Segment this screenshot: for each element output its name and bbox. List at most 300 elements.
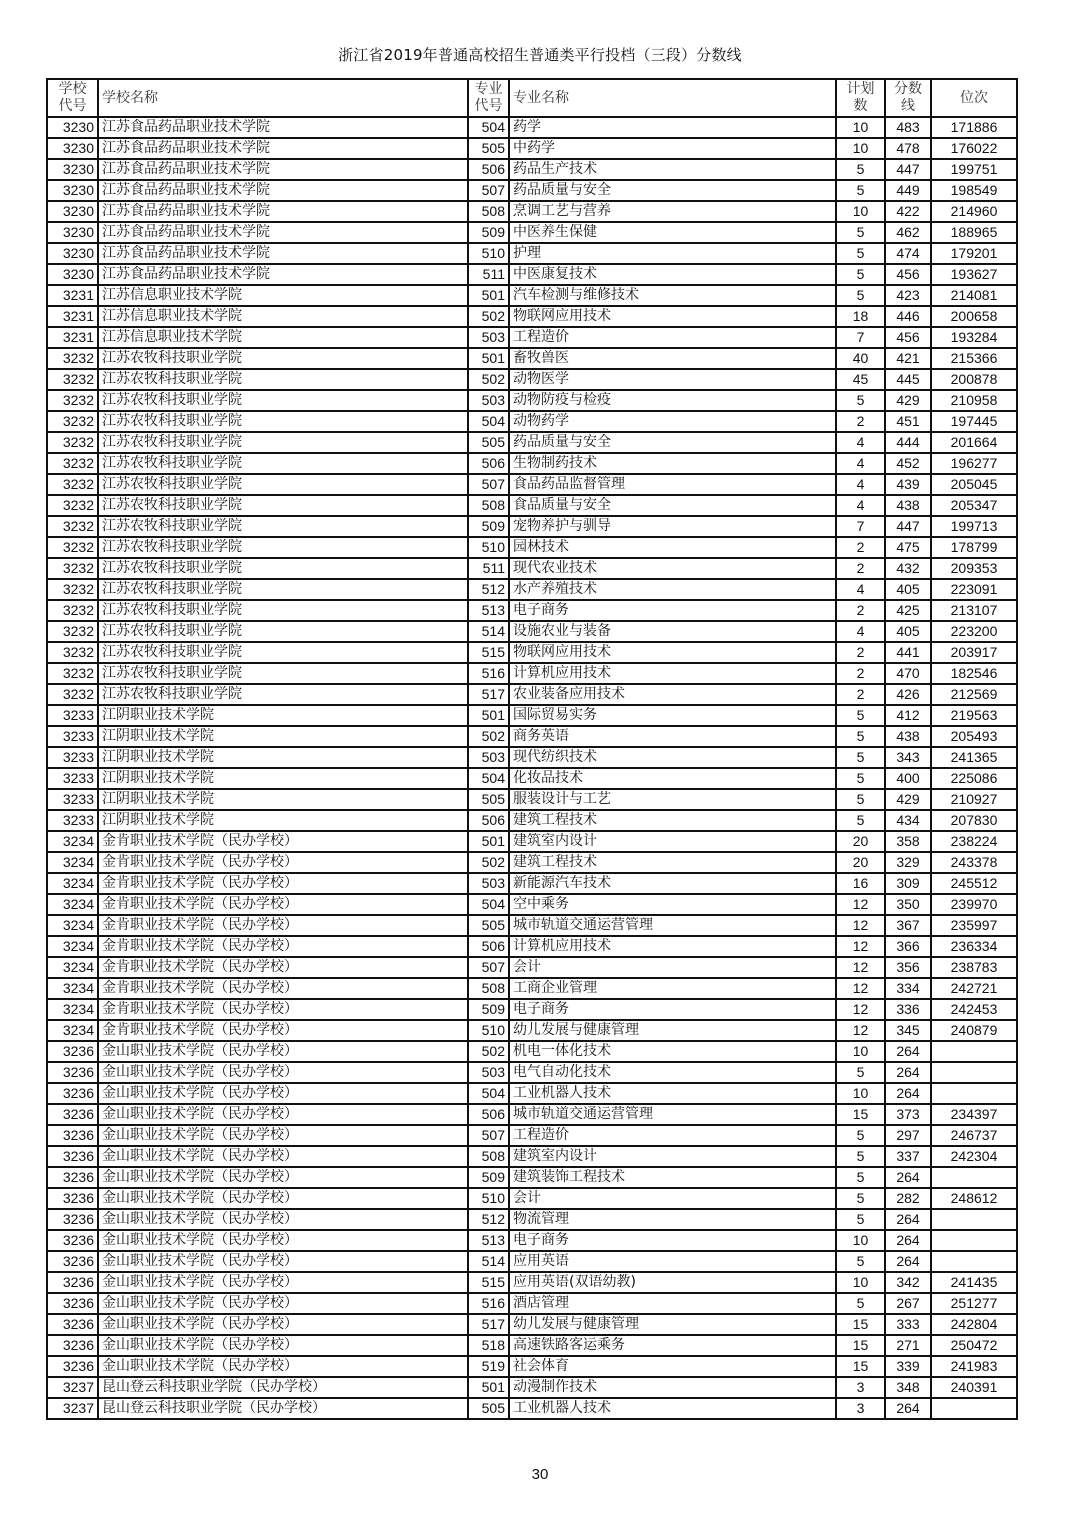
score-cell: 446	[885, 306, 931, 327]
rank-cell: 199751	[931, 159, 1017, 180]
rank-cell: 188965	[931, 222, 1017, 243]
major-code-cell: 514	[468, 621, 509, 642]
major-name-cell: 园林技术	[509, 537, 836, 558]
plan-cell: 15	[836, 1335, 885, 1356]
score-cell: 451	[885, 411, 931, 432]
school-name-cell: 金山职业技术学院（民办学校）	[98, 1146, 468, 1167]
rank-cell: 201664	[931, 432, 1017, 453]
school-name-cell: 江苏食品药品职业技术学院	[98, 222, 468, 243]
major-name-cell: 现代纺织技术	[509, 747, 836, 768]
rank-cell: 238783	[931, 957, 1017, 978]
major-name-cell: 药品质量与安全	[509, 180, 836, 201]
score-cell: 441	[885, 642, 931, 663]
rank-cell: 198549	[931, 180, 1017, 201]
major-name-cell: 服装设计与工艺	[509, 789, 836, 810]
table-row	[47, 1398, 1017, 1419]
school-code-cell: 3236	[47, 1041, 98, 1062]
school-code-cell: 3234	[47, 915, 98, 936]
table-row	[47, 1293, 1017, 1314]
school-code-cell: 3232	[47, 369, 98, 390]
plan-cell: 20	[836, 831, 885, 852]
table-row	[47, 159, 1017, 180]
school-name-cell: 江苏农牧科技职业学院	[98, 684, 468, 705]
school-name-cell: 金肯职业技术学院（民办学校）	[98, 978, 468, 999]
table-row	[47, 1272, 1017, 1293]
major-name-cell: 药学	[509, 117, 836, 138]
rank-cell	[931, 1041, 1017, 1062]
school-code-cell: 3231	[47, 285, 98, 306]
table-row	[47, 915, 1017, 936]
school-name-cell: 江苏农牧科技职业学院	[98, 663, 468, 684]
rank-cell: 223200	[931, 621, 1017, 642]
score-cell: 444	[885, 432, 931, 453]
school-code-cell: 3232	[47, 495, 98, 516]
table-row	[47, 957, 1017, 978]
plan-cell: 5	[836, 810, 885, 831]
plan-cell: 12	[836, 999, 885, 1020]
table-row	[47, 1188, 1017, 1209]
rank-cell: 176022	[931, 138, 1017, 159]
plan-cell: 4	[836, 495, 885, 516]
school-name-cell: 金山职业技术学院（民办学校）	[98, 1104, 468, 1125]
major-name-cell: 应用英语(双语幼教)	[509, 1272, 836, 1293]
table-row	[47, 1251, 1017, 1272]
major-name-cell: 建筑装饰工程技术	[509, 1167, 836, 1188]
school-name-cell: 金山职业技术学院（民办学校）	[98, 1041, 468, 1062]
school-name-cell: 江苏农牧科技职业学院	[98, 390, 468, 411]
plan-cell: 5	[836, 1146, 885, 1167]
school-name-cell: 江苏农牧科技职业学院	[98, 621, 468, 642]
table-row	[47, 1062, 1017, 1083]
major-code-cell: 512	[468, 1209, 509, 1230]
plan-cell: 5	[836, 1209, 885, 1230]
school-name-cell: 江阴职业技术学院	[98, 726, 468, 747]
score-cell: 412	[885, 705, 931, 726]
rank-cell: 193284	[931, 327, 1017, 348]
score-cell: 358	[885, 831, 931, 852]
school-code-cell: 3233	[47, 726, 98, 747]
school-code-cell: 3236	[47, 1272, 98, 1293]
rank-cell	[931, 1230, 1017, 1251]
major-code-cell: 509	[468, 999, 509, 1020]
plan-cell: 4	[836, 474, 885, 495]
school-name-cell: 江苏农牧科技职业学院	[98, 537, 468, 558]
plan-cell: 5	[836, 159, 885, 180]
page-title: 浙江省2019年普通高校招生普通类平行投档（三段）分数线	[338, 46, 742, 64]
plan-cell: 7	[836, 327, 885, 348]
plan-cell: 4	[836, 432, 885, 453]
plan-cell: 2	[836, 642, 885, 663]
school-code-cell: 3232	[47, 474, 98, 495]
major-name-cell: 建筑工程技术	[509, 810, 836, 831]
plan-cell: 5	[836, 705, 885, 726]
rank-cell: 238224	[931, 831, 1017, 852]
major-name-cell: 新能源汽车技术	[509, 873, 836, 894]
major-code-cell: 503	[468, 327, 509, 348]
table-row	[47, 579, 1017, 600]
score-cell: 429	[885, 390, 931, 411]
rank-cell: 242721	[931, 978, 1017, 999]
school-name-cell: 金山职业技术学院（民办学校）	[98, 1356, 468, 1377]
table-row	[47, 285, 1017, 306]
school-name-cell: 金山职业技术学院（民办学校）	[98, 1209, 468, 1230]
plan-cell: 12	[836, 915, 885, 936]
rank-cell	[931, 1062, 1017, 1083]
table-row	[47, 810, 1017, 831]
major-name-cell: 畜牧兽医	[509, 348, 836, 369]
school-code-cell: 3230	[47, 180, 98, 201]
plan-cell: 15	[836, 1104, 885, 1125]
major-code-cell: 516	[468, 1293, 509, 1314]
school-name-cell: 金山职业技术学院（民办学校）	[98, 1314, 468, 1335]
major-code-cell: 505	[468, 915, 509, 936]
rank-cell: 171886	[931, 117, 1017, 138]
major-code-cell: 503	[468, 747, 509, 768]
table-row	[47, 138, 1017, 159]
school-name-cell: 金山职业技术学院（民办学校）	[98, 1230, 468, 1251]
rank-cell: 241365	[931, 747, 1017, 768]
score-cell: 264	[885, 1083, 931, 1104]
plan-cell: 12	[836, 957, 885, 978]
plan-cell: 5	[836, 789, 885, 810]
school-code-cell: 3236	[47, 1146, 98, 1167]
major-code-cell: 510	[468, 1020, 509, 1041]
score-cell: 422	[885, 201, 931, 222]
score-table	[46, 78, 1018, 1420]
score-cell: 438	[885, 495, 931, 516]
table-row	[47, 327, 1017, 348]
plan-cell: 5	[836, 180, 885, 201]
rank-cell: 200878	[931, 369, 1017, 390]
school-code-cell: 3236	[47, 1314, 98, 1335]
major-name-cell: 电子商务	[509, 999, 836, 1020]
school-code-cell: 3230	[47, 117, 98, 138]
plan-cell: 10	[836, 1083, 885, 1104]
plan-cell: 10	[836, 201, 885, 222]
table-row	[47, 1230, 1017, 1251]
school-name-cell: 江苏食品药品职业技术学院	[98, 243, 468, 264]
rank-cell: 205347	[931, 495, 1017, 516]
major-name-cell: 工业机器人技术	[509, 1398, 836, 1419]
major-code-cell: 509	[468, 1167, 509, 1188]
school-name-cell: 江苏食品药品职业技术学院	[98, 159, 468, 180]
school-name-cell: 金山职业技术学院（民办学校）	[98, 1125, 468, 1146]
rank-cell: 240391	[931, 1377, 1017, 1398]
rank-cell	[931, 1167, 1017, 1188]
rank-cell: 246737	[931, 1125, 1017, 1146]
plan-cell: 3	[836, 1377, 885, 1398]
plan-cell: 5	[836, 1167, 885, 1188]
school-code-cell: 3236	[47, 1083, 98, 1104]
plan-cell: 15	[836, 1314, 885, 1335]
school-code-cell: 3236	[47, 1251, 98, 1272]
rank-cell: 193627	[931, 264, 1017, 285]
plan-cell: 5	[836, 243, 885, 264]
school-name-cell: 江苏农牧科技职业学院	[98, 600, 468, 621]
major-name-cell: 物流管理	[509, 1209, 836, 1230]
score-cell: 405	[885, 579, 931, 600]
major-name-cell: 工程造价	[509, 1125, 836, 1146]
score-cell: 447	[885, 159, 931, 180]
plan-cell: 2	[836, 663, 885, 684]
school-code-cell: 3232	[47, 579, 98, 600]
table-row	[47, 390, 1017, 411]
rank-cell: 205045	[931, 474, 1017, 495]
school-name-cell: 江苏信息职业技术学院	[98, 306, 468, 327]
score-cell: 345	[885, 1020, 931, 1041]
school-code-cell: 3233	[47, 705, 98, 726]
major-code-cell: 507	[468, 474, 509, 495]
school-name-cell: 金肯职业技术学院（民办学校）	[98, 831, 468, 852]
major-name-cell: 工业机器人技术	[509, 1083, 836, 1104]
school-name-cell: 江苏食品药品职业技术学院	[98, 201, 468, 222]
school-code-cell: 3231	[47, 327, 98, 348]
rank-cell: 245512	[931, 873, 1017, 894]
school-code-cell: 3230	[47, 201, 98, 222]
table-row	[47, 537, 1017, 558]
table-row	[47, 831, 1017, 852]
school-code-cell: 3232	[47, 453, 98, 474]
table-row	[47, 1125, 1017, 1146]
school-code-cell: 3234	[47, 999, 98, 1020]
major-name-cell: 高速铁路客运乘务	[509, 1335, 836, 1356]
plan-cell: 5	[836, 1293, 885, 1314]
major-code-cell: 511	[468, 558, 509, 579]
rank-cell: 214081	[931, 285, 1017, 306]
table-row	[47, 978, 1017, 999]
header-school-name: 学校名称	[98, 79, 468, 117]
major-code-cell: 508	[468, 978, 509, 999]
rank-cell: 250472	[931, 1335, 1017, 1356]
major-code-cell: 502	[468, 369, 509, 390]
table-row	[47, 180, 1017, 201]
score-cell: 343	[885, 747, 931, 768]
table-row	[47, 1314, 1017, 1335]
major-code-cell: 506	[468, 159, 509, 180]
major-code-cell: 504	[468, 768, 509, 789]
school-code-cell: 3234	[47, 831, 98, 852]
major-code-cell: 511	[468, 264, 509, 285]
school-code-cell: 3233	[47, 810, 98, 831]
school-name-cell: 江苏食品药品职业技术学院	[98, 180, 468, 201]
major-code-cell: 505	[468, 138, 509, 159]
school-code-cell: 3230	[47, 264, 98, 285]
school-code-cell: 3237	[47, 1398, 98, 1419]
plan-cell: 12	[836, 1020, 885, 1041]
school-name-cell: 江苏食品药品职业技术学院	[98, 117, 468, 138]
major-name-cell: 动漫制作技术	[509, 1377, 836, 1398]
table-row	[47, 516, 1017, 537]
plan-cell: 18	[836, 306, 885, 327]
score-cell: 264	[885, 1041, 931, 1062]
major-code-cell: 505	[468, 1398, 509, 1419]
school-name-cell: 江苏食品药品职业技术学院	[98, 264, 468, 285]
rank-cell: 241435	[931, 1272, 1017, 1293]
school-code-cell: 3236	[47, 1062, 98, 1083]
table-row	[47, 768, 1017, 789]
score-cell: 264	[885, 1062, 931, 1083]
table-row	[47, 201, 1017, 222]
school-code-cell: 3234	[47, 852, 98, 873]
score-cell: 337	[885, 1146, 931, 1167]
major-name-cell: 电子商务	[509, 1230, 836, 1251]
score-cell: 445	[885, 369, 931, 390]
major-code-cell: 515	[468, 1272, 509, 1293]
score-cell: 400	[885, 768, 931, 789]
school-code-cell: 3232	[47, 600, 98, 621]
score-cell: 462	[885, 222, 931, 243]
major-name-cell: 水产养殖技术	[509, 579, 836, 600]
rank-cell: 210958	[931, 390, 1017, 411]
major-code-cell: 506	[468, 936, 509, 957]
rank-cell: 210927	[931, 789, 1017, 810]
rank-cell: 205493	[931, 726, 1017, 747]
school-code-cell: 3232	[47, 348, 98, 369]
plan-cell: 5	[836, 1188, 885, 1209]
major-name-cell: 设施农业与装备	[509, 621, 836, 642]
school-code-cell: 3230	[47, 138, 98, 159]
school-name-cell: 江苏农牧科技职业学院	[98, 495, 468, 516]
major-code-cell: 504	[468, 894, 509, 915]
school-code-cell: 3232	[47, 516, 98, 537]
plan-cell: 40	[836, 348, 885, 369]
table-row	[47, 999, 1017, 1020]
major-name-cell: 建筑室内设计	[509, 1146, 836, 1167]
major-name-cell: 动物药学	[509, 411, 836, 432]
rank-cell: 219563	[931, 705, 1017, 726]
major-code-cell: 518	[468, 1335, 509, 1356]
major-code-cell: 501	[468, 705, 509, 726]
rank-cell: 200658	[931, 306, 1017, 327]
major-code-cell: 507	[468, 1125, 509, 1146]
major-name-cell: 城市轨道交通运营管理	[509, 1104, 836, 1125]
major-name-cell: 应用英语	[509, 1251, 836, 1272]
plan-cell: 12	[836, 936, 885, 957]
plan-cell: 5	[836, 726, 885, 747]
school-name-cell: 金肯职业技术学院（民办学校）	[98, 873, 468, 894]
table-row	[47, 1104, 1017, 1125]
plan-cell: 5	[836, 747, 885, 768]
major-name-cell: 药品生产技术	[509, 159, 836, 180]
table-row	[47, 369, 1017, 390]
major-name-cell: 护理	[509, 243, 836, 264]
table-row	[47, 621, 1017, 642]
table-row	[47, 222, 1017, 243]
table-row	[47, 348, 1017, 369]
rank-cell: 236334	[931, 936, 1017, 957]
school-code-cell: 3236	[47, 1104, 98, 1125]
major-code-cell: 515	[468, 642, 509, 663]
score-cell: 470	[885, 663, 931, 684]
table-row	[47, 474, 1017, 495]
school-code-cell: 3236	[47, 1188, 98, 1209]
major-name-cell: 化妆品技术	[509, 768, 836, 789]
school-name-cell: 江苏农牧科技职业学院	[98, 474, 468, 495]
major-name-cell: 烹调工艺与营养	[509, 201, 836, 222]
rank-cell: 213107	[931, 600, 1017, 621]
major-name-cell: 会计	[509, 1188, 836, 1209]
school-code-cell: 3234	[47, 873, 98, 894]
rank-cell	[931, 1251, 1017, 1272]
school-code-cell: 3232	[47, 390, 98, 411]
rank-cell: 179201	[931, 243, 1017, 264]
rank-cell	[931, 1083, 1017, 1104]
table-body	[47, 117, 1017, 1419]
table-row	[47, 117, 1017, 138]
school-name-cell: 江苏食品药品职业技术学院	[98, 138, 468, 159]
plan-cell: 10	[836, 138, 885, 159]
major-code-cell: 501	[468, 285, 509, 306]
major-code-cell: 505	[468, 789, 509, 810]
rank-cell: 243378	[931, 852, 1017, 873]
major-name-cell: 食品药品监督管理	[509, 474, 836, 495]
score-cell: 350	[885, 894, 931, 915]
school-code-cell: 3233	[47, 789, 98, 810]
score-cell: 334	[885, 978, 931, 999]
rank-cell: 209353	[931, 558, 1017, 579]
score-cell: 264	[885, 1167, 931, 1188]
rank-cell: 199713	[931, 516, 1017, 537]
table-row	[47, 1167, 1017, 1188]
rank-cell: 240879	[931, 1020, 1017, 1041]
school-name-cell: 金肯职业技术学院（民办学校）	[98, 999, 468, 1020]
table-row	[47, 432, 1017, 453]
major-code-cell: 501	[468, 348, 509, 369]
score-cell: 264	[885, 1230, 931, 1251]
major-name-cell: 动物防疫与检疫	[509, 390, 836, 411]
school-code-cell: 3236	[47, 1125, 98, 1146]
table-row	[47, 1356, 1017, 1377]
major-code-cell: 502	[468, 1041, 509, 1062]
table-row	[47, 726, 1017, 747]
score-cell: 405	[885, 621, 931, 642]
major-name-cell: 幼儿发展与健康管理	[509, 1020, 836, 1041]
school-name-cell: 金山职业技术学院（民办学校）	[98, 1272, 468, 1293]
major-name-cell: 电子商务	[509, 600, 836, 621]
plan-cell: 5	[836, 1251, 885, 1272]
plan-cell: 2	[836, 558, 885, 579]
major-name-cell: 商务英语	[509, 726, 836, 747]
school-code-cell: 3232	[47, 621, 98, 642]
table-row	[47, 873, 1017, 894]
school-name-cell: 金山职业技术学院（民办学校）	[98, 1062, 468, 1083]
header-major-name: 专业名称	[509, 79, 836, 117]
school-name-cell: 昆山登云科技职业学院（民办学校）	[98, 1398, 468, 1419]
school-code-cell: 3233	[47, 747, 98, 768]
major-name-cell: 物联网应用技术	[509, 642, 836, 663]
school-name-cell: 金肯职业技术学院（民办学校）	[98, 936, 468, 957]
score-cell: 421	[885, 348, 931, 369]
rank-cell: 196277	[931, 453, 1017, 474]
rank-cell: 212569	[931, 684, 1017, 705]
major-code-cell: 517	[468, 1314, 509, 1335]
score-cell: 366	[885, 936, 931, 957]
score-cell: 329	[885, 852, 931, 873]
major-name-cell: 现代农业技术	[509, 558, 836, 579]
plan-cell: 4	[836, 621, 885, 642]
page-number: 30	[531, 1466, 549, 1483]
school-name-cell: 江苏农牧科技职业学院	[98, 432, 468, 453]
rank-cell: 239970	[931, 894, 1017, 915]
rank-cell: 214960	[931, 201, 1017, 222]
plan-cell: 10	[836, 1230, 885, 1251]
plan-cell: 5	[836, 1062, 885, 1083]
score-cell: 432	[885, 558, 931, 579]
school-name-cell: 江苏农牧科技职业学院	[98, 411, 468, 432]
score-cell: 367	[885, 915, 931, 936]
header-score: 分数线	[885, 79, 931, 117]
rank-cell: 235997	[931, 915, 1017, 936]
